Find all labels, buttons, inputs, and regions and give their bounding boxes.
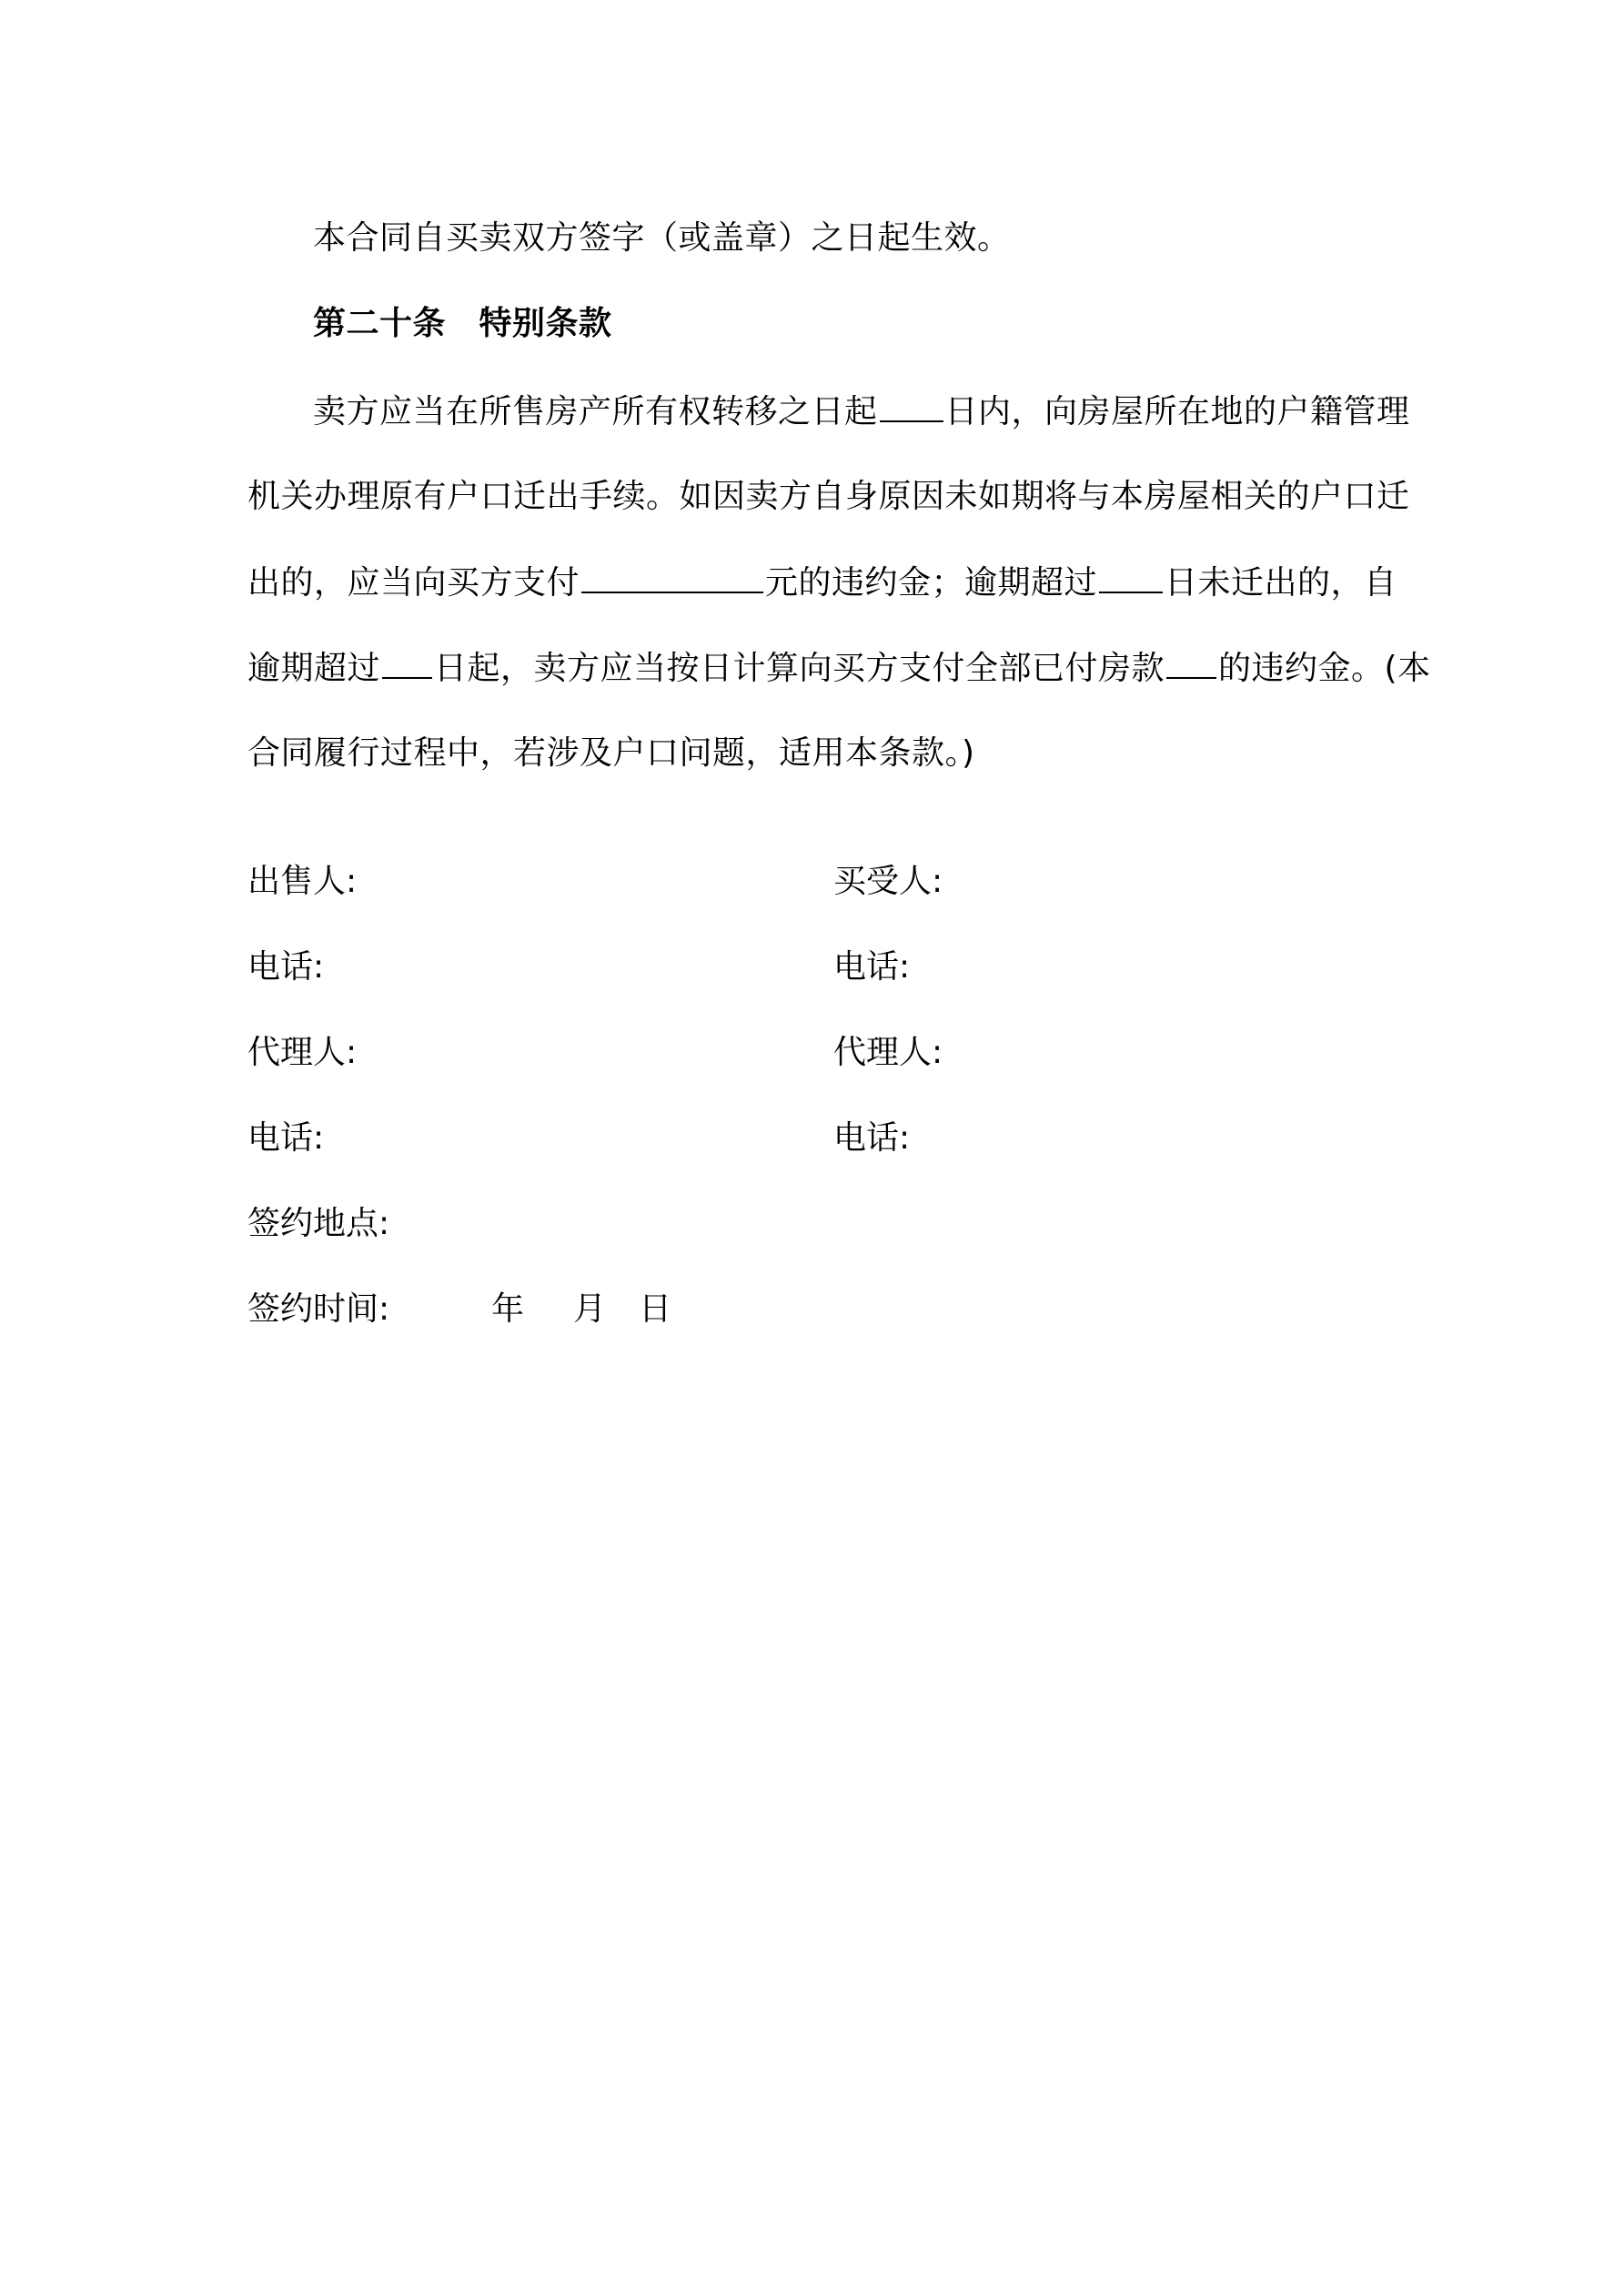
month-label: 月 <box>573 1290 607 1328</box>
day-label: 日 <box>639 1290 672 1328</box>
blank-amount-field[interactable] <box>581 561 763 593</box>
seller-agent-label: 代理人: <box>247 1034 358 1071</box>
text-segment: 出的，应当向买方支付 <box>247 564 580 602</box>
buyer-label: 买受人: <box>833 863 943 900</box>
text-segment: 日内，向房屋所在地的户籍管理 <box>944 393 1410 430</box>
signing-place-label: 签约地点: <box>247 1205 390 1242</box>
article-text-line-5: 合同履行过程中，若涉及户口问题，适用本条款。) <box>247 734 975 772</box>
text-segment: 元的违约金；逾期超过 <box>765 564 1098 602</box>
text-segment: 日未迁出的，自 <box>1165 564 1397 602</box>
signing-time-row <box>247 1288 671 1331</box>
article-text-line-4 <box>247 646 1431 691</box>
article-heading: 第二十条 特别条款 <box>313 305 612 342</box>
blank-percentage-field[interactable] <box>1166 646 1216 679</box>
article-text-line-3 <box>247 561 1397 605</box>
article-text-line-1 <box>313 389 1410 434</box>
text-segment: 逾期超过 <box>247 650 381 687</box>
buyer-phone-label: 电话: <box>833 948 911 986</box>
signing-time-label: 签约时间: <box>247 1290 390 1328</box>
blank-days-field[interactable] <box>880 389 943 422</box>
text-segment: 日起，卖方应当按日计算向买方支付全部已付房款 <box>434 650 1165 687</box>
seller-phone-label: 电话: <box>247 948 325 986</box>
seller-agent-phone-label: 电话: <box>247 1119 325 1157</box>
blank-overdue-days-2-field[interactable] <box>382 646 432 679</box>
seller-label: 出售人: <box>247 863 358 900</box>
buyer-agent-label: 代理人: <box>833 1034 943 1071</box>
effective-clause: 本合同自买卖双方签字（或盖章）之日起生效。 <box>313 219 1011 257</box>
article-text-line-2: 机关办理原有户口迁出手续。如因卖方自身原因未如期将与本房屋相关的户口迁 <box>247 478 1410 515</box>
year-label: 年 <box>491 1290 525 1328</box>
text-segment: 的违约金。(本 <box>1218 650 1431 687</box>
buyer-agent-phone-label: 电话: <box>833 1119 911 1157</box>
text-segment: 卖方应当在所售房产所有权转移之日起 <box>313 393 878 430</box>
blank-overdue-days-field[interactable] <box>1099 561 1163 593</box>
